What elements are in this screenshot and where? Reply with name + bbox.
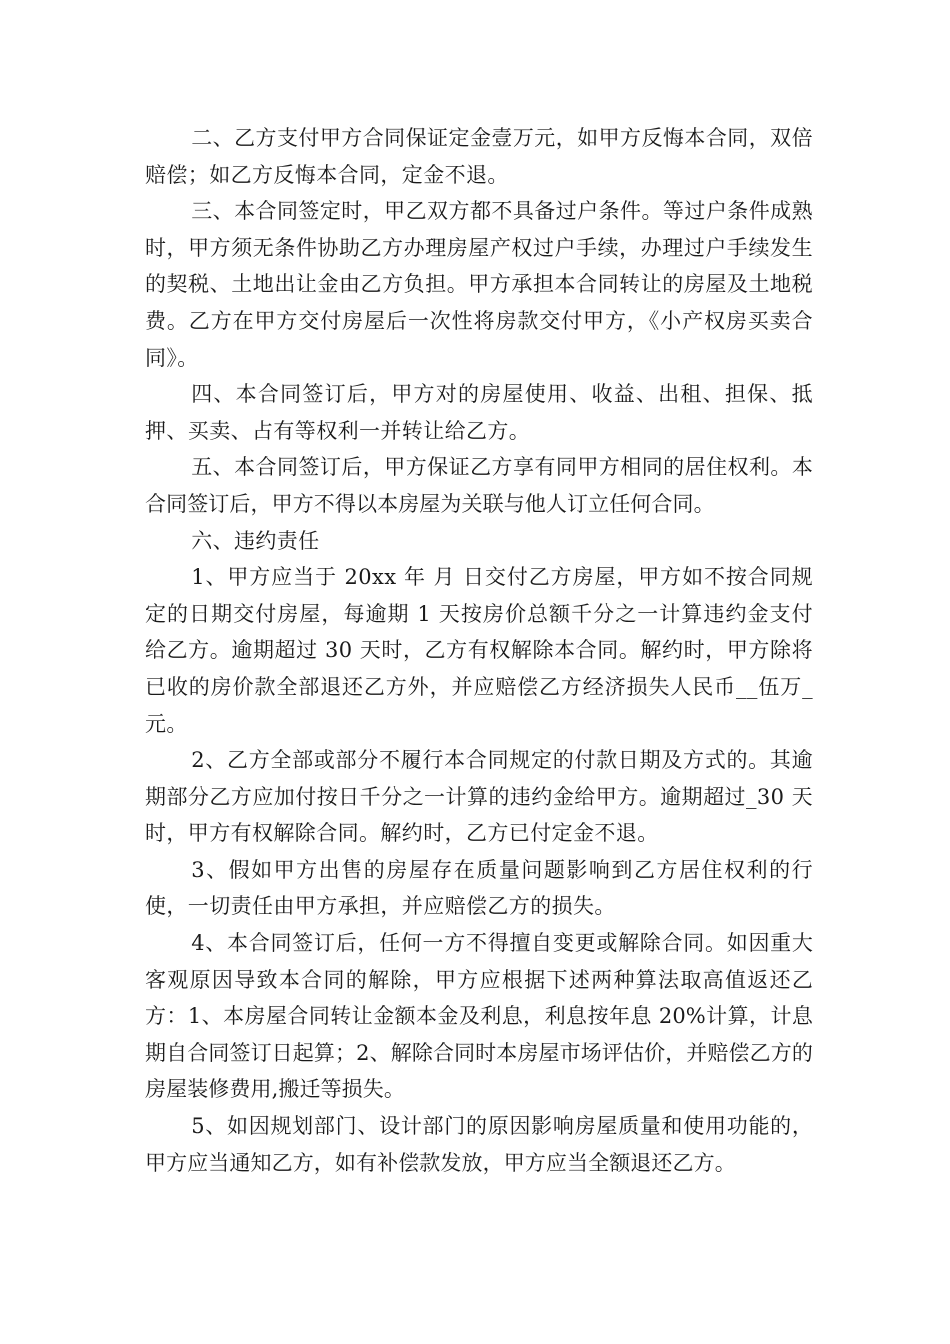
- paragraph-deposit: 二、乙方支付甲方合同保证定金壹万元，如甲方反悔本合同，双倍赔偿；如乙方反悔本合同，定金不退。: [145, 126, 813, 187]
- paragraph-rights-transfer: 四、本合同签订后，甲方对的房屋使用、收益、出租、担保、抵押、买卖、占有等权利一并转让给乙方。: [145, 382, 813, 443]
- document-body: [145, 120, 813, 1181]
- clause-3: 3、假如甲方出售的房屋存在质量问题影响到乙方居住权利的行使，一切责任由甲方承担，并应赔偿乙方的损失。: [145, 857, 813, 919]
- clause-4: 4、本合同签订后，任何一方不得擅自变更或解除合同。如因重大客观原因导致本合同的解除，甲方应根据下述两种算法取高值返还乙方：1、本房屋合同转让金额本金及利息，利息按年息 20%计算，计息期自合同签订日起算；2、解除合同时本房屋市场评估价，并赔偿乙方的房屋装修费用,搬迁等损失。: [145, 931, 813, 1102]
- clause-1: 1、甲方应当于 20xx 年 月 日交付乙方房屋，甲方如不按合同规定的日期交付房屋，每逾期 1 天按房价总额千分之一计算违约金支付给乙方。逾期超过 30 天时，乙方有权解除本合同。解约时，甲方除将已收的房价款全部退还乙方外，并应赔偿乙方经济损失人民币__伍万_元。: [145, 565, 813, 736]
- clause-5: 5、如因规划部门、设计部门的原因影响房屋质量和使用功能的，甲方应当通知乙方，如有补偿款发放，甲方应当全额退还乙方。: [145, 1114, 813, 1175]
- clause-2: 2、乙方全部或部分不履行本合同规定的付款日期及方式的。其逾期部分乙方应加付按日千分之一计算的违约金给甲方。逾期超过_30 天时，甲方有权解除合同。解约时，乙方已付定金不退。: [145, 748, 813, 846]
- section-heading-breach: 六、违约责任: [191, 528, 320, 553]
- paragraph-transfer-conditions: 三、本合同签定时，甲乙双方都不具备过户条件。等过户条件成熟时，甲方须无条件协助乙方办理房屋产权过户手续，办理过户手续发生的契税、土地出让金由乙方负担。甲方承担本合同转让的房屋及土地税费。乙方在甲方交付房屋后一次性将房款交付甲方，《小产权房买卖合同》。: [145, 199, 813, 370]
- paragraph-residence-rights: 五、本合同签订后，甲方保证乙方享有同甲方相同的居住权利。本合同签订后，甲方不得以本房屋为关联与他人订立任何合同。: [145, 455, 813, 516]
